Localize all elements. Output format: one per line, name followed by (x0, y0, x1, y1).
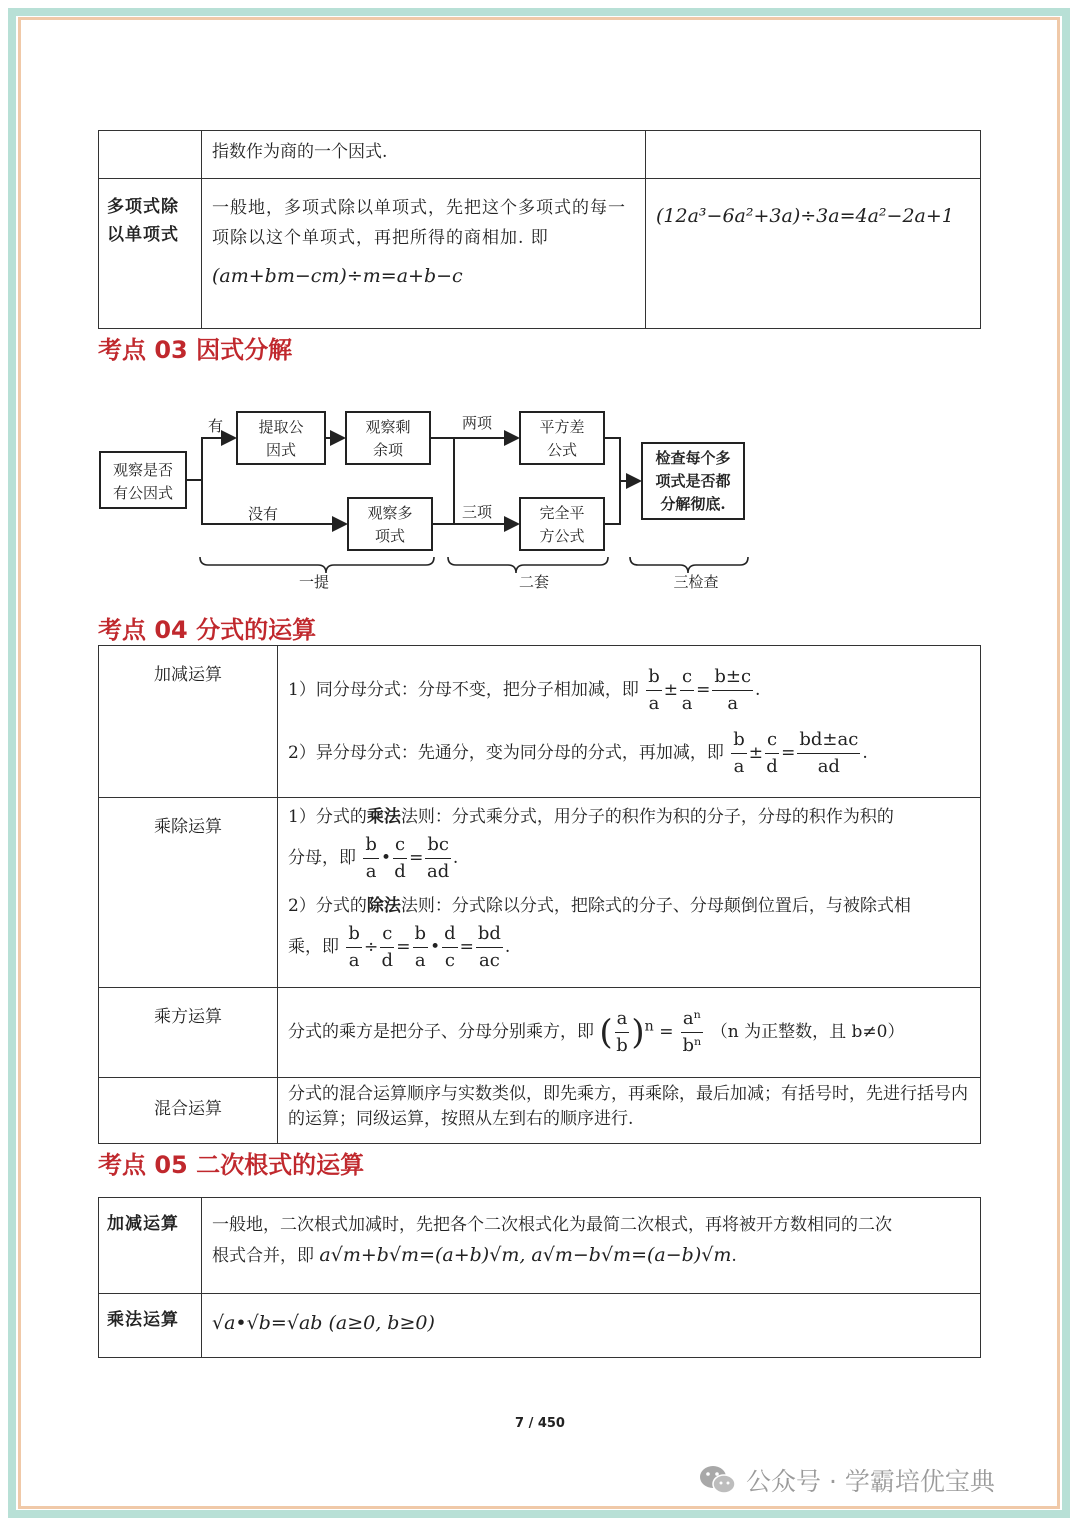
flow-edge-two: 两项 (462, 414, 493, 432)
table-cell: 一般地，二次根式加减时，先把各个二次根式化为最简二次根式，再将被开方数相同的二次 根式合并，即 a√m+b√m=(a+b)√m, a√m−b√m=(a−b)√m. (202, 1198, 981, 1294)
wechat-icon (698, 1464, 738, 1496)
flow-check-line3: 分解彻底. (660, 495, 726, 513)
table-cell: 指数作为商的一个因式. (202, 131, 646, 179)
flow-extract-line2: 因式 (265, 441, 297, 459)
fraction: $\frac{bd\pm ac}{ad}$ (799, 729, 859, 777)
polynomial-division-table (98, 130, 981, 329)
factorization-flowchart (90, 395, 770, 595)
fraction-operations-table (98, 645, 981, 1144)
section-title: 考点 04 分式的运算 (98, 616, 317, 644)
page-number: 7 / 450 (515, 1416, 565, 1431)
flow-observe-poly-line1: 观察多 (367, 504, 413, 522)
flow-extract-line1: 提取公 (258, 418, 304, 436)
table-cell: 1）同分母分式：分母不变，把分子相加减，即 $\frac{b}{a}$ ± $\frac{c}{a}$ = $\frac{b\pm c}{a}$ . 2）异分母分式：先通分，变为同分母的分式，再加减，即 $\frac{b}{a}$ ± $\frac{c}{d}$ = $\frac{bd\pm ac}{ad}$ . (278, 646, 981, 798)
brace-label-3: 三检查 (673, 573, 719, 591)
flow-perfect-sq-line1: 完全平 (539, 504, 585, 522)
watermark (698, 1462, 995, 1498)
row-label-cell: 乘除运算 (99, 798, 278, 988)
row-label-cell: 加减运算 (99, 646, 278, 798)
fraction: $\frac{b\pm c}{a}$ (714, 666, 752, 714)
formula: (am+bm−cm)÷m=a+b−c (212, 265, 463, 287)
fraction: $\frac{c}{d}$ (394, 834, 406, 882)
section-title: 考点 03 因式分解 (98, 336, 293, 364)
flow-perfect-sq-line2: 方公式 (539, 527, 585, 545)
fraction: $\frac{b}{a}$ (733, 729, 745, 777)
brace-label-2: 二套 (518, 573, 550, 591)
fraction: $\frac{b}{a}$ (348, 923, 360, 971)
fraction: $\frac{b}{a}$ (648, 666, 660, 714)
example-formula: (12a³−6a²+3a)÷3a=4a²−2a+1 (656, 205, 954, 227)
row-heading: 乘法运算 (99, 1294, 202, 1358)
radical-operations-table (98, 1197, 981, 1358)
flow-check-line1: 检查每个多 (655, 449, 731, 467)
table-cell: 分式的混合运算顺序与实数类似，即先乘方，再乘除，最后加减；有括号时，先进行括号内的运算；同级运算，按照从左到右的顺序进行. (278, 1078, 981, 1144)
flow-edge-no: 没有 (248, 505, 279, 523)
flow-observe-rest-line1: 观察剩 (365, 418, 411, 436)
table-cell: 分式的乘方是把分子、分母分别乘方，即 ( $\frac{a}{b}$ )$^n$ = $\frac{\text{aⁿ}}{\text{bⁿ}}$ （n 为正整数，且 b≠0） (278, 988, 981, 1078)
row-label-cell: 混合运算 (99, 1078, 278, 1144)
flow-start-line2: 有公因式 (112, 484, 174, 502)
fraction: $\frac{c}{d}$ (381, 923, 393, 971)
fraction: $\frac{bc}{ad}$ (426, 834, 450, 882)
formula: a√m+b√m=(a+b)√m, a√m−b√m=(a−b)√m (319, 1244, 732, 1266)
table-cell: 1）分式的乘法法则：分式乘分式，用分子的积作为积的分子，分母的积作为积的 分母，即 $\frac{b}{a}$ • $\frac{c}{d}$ = $\frac{bc}{ad}$ . 2）分式的除法法则：分式除以分式，把除式的分子、分母颠倒位置后，与被除式相 乘，即 $\frac{b}{a}$ ÷ $\frac{c}{d}$ = $\frac{b}{a}$ • $\frac{d}{c}$ = $\frac{bd}{ac}$ . (278, 798, 981, 988)
fraction: $\frac{b}{a}$ (414, 923, 427, 971)
flow-start-line1: 观察是否 (112, 461, 174, 479)
flow-observe-rest-line2: 余项 (372, 441, 404, 459)
fraction: $\frac{d}{c}$ (444, 923, 456, 971)
table-cell (202, 1294, 981, 1358)
flow-observe-poly-line2: 项式 (374, 527, 406, 545)
fraction: $\frac{\text{aⁿ}}{\text{bⁿ}}$ (682, 1008, 702, 1056)
formula: √a•√b=√ab (a≥0, b≥0) (212, 1312, 435, 1334)
fraction: $\frac{c}{d}$ (766, 729, 778, 777)
row-label-cell: 乘方运算 (99, 988, 278, 1078)
flow-edge-yes: 有 (208, 417, 224, 435)
fraction: $\frac{b}{a}$ (365, 834, 377, 882)
fraction: $\frac{c}{a}$ (681, 666, 693, 714)
flow-check-line2: 项式是否都 (655, 472, 731, 490)
fraction: $\frac{bd}{ac}$ (477, 923, 501, 971)
watermark-text: 公众号 · 学霸培优宝典 (746, 1467, 995, 1496)
brace-label-1: 一提 (298, 573, 330, 591)
table-cell (646, 179, 981, 329)
table-cell: 一般地，多项式除以单项式，先把这个多项式的每一项除以这个单项式，再把所得的商相加. 即 (am+bm−cm)÷m=a+b−c (202, 179, 646, 329)
flow-diff-sq-line1: 平方差 (539, 418, 585, 436)
section-title: 考点 05 二次根式的运算 (98, 1151, 365, 1179)
fraction: $\frac{a}{b}$ (616, 1008, 628, 1056)
flow-edge-three: 三项 (462, 503, 493, 521)
table-cell (99, 131, 202, 179)
row-heading: 加减运算 (99, 1198, 202, 1294)
row-heading: 多项式除以单项式 (99, 179, 202, 329)
flow-diff-sq-line2: 公式 (546, 441, 578, 459)
table-cell (646, 131, 981, 179)
